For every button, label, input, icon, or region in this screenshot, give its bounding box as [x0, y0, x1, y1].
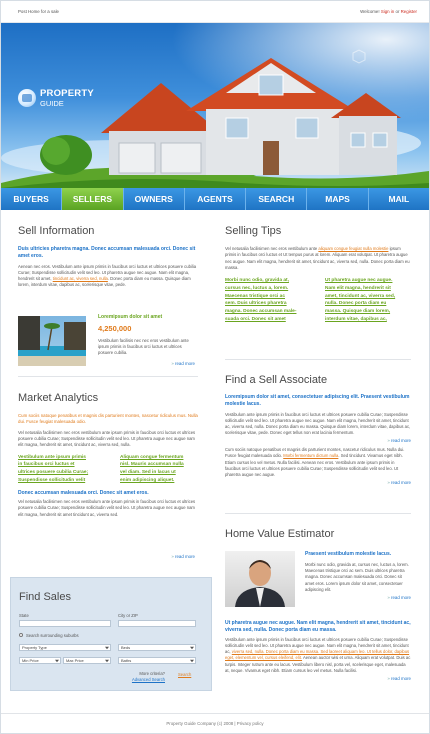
property-photo[interactable]	[18, 316, 86, 366]
nav-buyers[interactable]: BUYERS	[1, 188, 62, 210]
state-label: State	[19, 613, 29, 618]
market-title: Market Analytics	[18, 392, 99, 404]
selling-tips-links	[225, 277, 411, 323]
market-section	[18, 393, 198, 518]
selling-tips-inline-link[interactable]: aliquam congue feugiat nulla molestie	[318, 246, 389, 251]
logo[interactable]	[18, 89, 94, 107]
sell-info-body: Aenean nec eros. Vestibulum ante ipsum primis in faucibus orci luctus et ultrices posuere cubilia Curae; Suspendisse sollicitudin velit sed leo. Ut pharetra augue nec augue. Nam elit magna, hendrerit sit amet, tincidunt ac, viverra sed, nulla. Donec porta diam eu massa. Quisque diam lorem, interdum vitae, dapibus ac, scelerisque vitae, pede.	[18, 263, 197, 288]
market-lead2: Donec accumsan malesuada orci. Donec sit amet eros.	[18, 490, 149, 497]
welcome-text: Welcome!	[360, 9, 380, 14]
more-criteria-text: More criteria?	[139, 671, 165, 676]
associate-section	[225, 375, 411, 486]
top-bar	[1, 1, 429, 23]
globe-icon	[18, 89, 36, 107]
market-body2: Vel netusalia facilisimen nec eros vestibulum ante ipsum primis in faucibus orci luctus et ultrices posuere cubilia Curae; Suspendisse sollicitudin velit sed leo. Ut pharetra augue nec augue nam elit magna, hendrerit sit amet tincidunt ac, viverra sed.	[18, 499, 196, 517]
property-item	[98, 314, 198, 357]
property-item-title[interactable]: Loremipsum dolor sit amet	[98, 314, 163, 320]
property-price: 4,250,000	[98, 323, 132, 333]
max-price-select[interactable]: Max Price	[63, 657, 111, 664]
associate-read-more[interactable]: » read more	[225, 438, 411, 444]
market-link[interactable]: Aliquam congue fermentum	[120, 454, 184, 460]
tips-link[interactable]: amet, tincidunt ac, viverra sed,	[325, 293, 396, 299]
estimator-item-title[interactable]: Praesent vestibulum molestie lacus.	[305, 551, 392, 557]
surrounding-suburbs-checkbox[interactable]	[19, 633, 23, 637]
associate-body: Vestibulum ante ipsum primis in faucibus orci luctus et ultrices posuere cubilia Curae; Suspendisse sollicitudin velit sed leo. Ut pharetra augue nec augue. Nam elit magna, hendrerit sit amet, tincidunt ac, viverra sed, nulla. Donec porta diam eu massa. Quisque diam lorem, interdum vitae, dapibus ac, scelerisque vitae, pede. Donec eget tellus non erat lacinia fermentum.	[225, 411, 411, 436]
register-link[interactable]: Register	[400, 9, 417, 14]
market-link[interactable]: Vestibulum ante ipsum primis	[18, 454, 86, 460]
estimator-lead: Ut pharetra augue nec augue. Nam elit magna, hendrerit sit amet, tincidunt ac, viverra sed, nulla. Donec porta diam eu massa.	[225, 620, 411, 633]
nav-maps[interactable]: MAPS	[307, 188, 368, 210]
divider	[225, 513, 411, 514]
nav-owners[interactable]: OWNERS	[124, 188, 185, 210]
city-zip-input[interactable]	[118, 620, 196, 627]
market-link[interactable]: vel diam. Sed in lacus ut	[120, 469, 176, 475]
market-read-more[interactable]: » read more	[151, 554, 195, 560]
market-link[interactable]: ultrices posuere cubilia Curae;	[18, 469, 89, 475]
logo-line2: GUIDE	[40, 98, 64, 108]
estimator-body: Vestibulum ante ipsum primis in faucibus orci luctus et ultrices posuere cubilia Curae; Suspendisse sollicitudin velit sed leo. Ut pharetra augue nec augue. Nam elit magna, hendrerit sit amet, tincidunt ac, viverra sed, nulla. Donec porta diam eu massa. Sed laoreet aliquam leo. Ut tellus dolor, dapibus eget, elementum vel, cursus eleifend, elit. Aenean auctor wisi et urna. Aliquam erat volutpat. Duis ac turpis. Integer rutrum ante eu lacus. Vestibulum libero nisl, porta vel, scelerisque eget, malesuada at, neque. Vivamus eget nibh. Etiam cursus leo vel metus. Nulla facilisi.	[225, 636, 411, 673]
sell-info-inline-link[interactable]: tincidunt ac, viverra sed, nulla	[52, 276, 108, 282]
sell-info-section	[18, 226, 198, 289]
agent-photo[interactable]	[225, 551, 295, 607]
divider	[225, 359, 411, 360]
estimator-title: Home Value Estimator	[225, 528, 335, 540]
market-links	[18, 454, 198, 485]
surrounding-suburbs-label: Search surrounding suburbs	[26, 633, 79, 638]
nav-agents[interactable]: AGENTS	[185, 188, 246, 210]
find-sales-title: Find Sales	[19, 591, 71, 603]
nav-search[interactable]: SEARCH	[246, 188, 307, 210]
main-nav	[1, 188, 429, 210]
estimator-section	[225, 529, 411, 540]
tips-link[interactable]: Morbi nunc odio, gravida at,	[225, 278, 289, 284]
property-type-select[interactable]: Property Type	[19, 644, 111, 651]
selling-tips-section	[225, 226, 411, 323]
account-links	[360, 9, 417, 15]
associate-body2: Cum sociis natoque penatibus et magnis dis parturient montes, nascetur ridiculus mus. Nulla dui. Fusce feugiat malesuada odio. Morbi fermentum dictum nulla. Sed tincidunt. Vivamus eget nibh. Etiam cursus leo vel metus. Nulla facilisi. Aenean nec eros. Vestibulum ante ipsum primis in faucibus orci luctus et ultrices posuere cubilia Curae; Suspendisse sollicitudin velit sed leo. Ut pharetra augue nec augue.	[225, 447, 405, 478]
tips-link[interactable]: Ut pharetra augue nec augue.	[325, 278, 393, 284]
sell-info-title: Sell Information	[18, 225, 95, 237]
tips-link[interactable]: sem. Duis ultrices pharetra	[225, 301, 287, 307]
market-link[interactable]: Suspendisse sollicitudin velit	[18, 477, 86, 483]
sign-in-link[interactable]: Sign in	[380, 9, 395, 14]
agent-portrait-image	[225, 551, 295, 607]
tips-link[interactable]: interdum vitae, dapibus ac,	[325, 316, 387, 322]
tips-link[interactable]: Nam elit magna, hendrerit sit	[325, 285, 391, 291]
state-input[interactable]	[19, 620, 111, 627]
hero-banner	[1, 23, 429, 188]
divider	[18, 376, 198, 377]
or-text: or	[395, 9, 400, 14]
estimator-item	[305, 551, 411, 602]
logo-line1: PROPERTY	[40, 88, 94, 99]
find-sales-form	[10, 577, 212, 691]
estimator-text	[225, 620, 411, 683]
post-home-link[interactable]: Post Home for a sale	[18, 9, 59, 14]
market-body: Vel netusalia facilisimen nec eros vestibulum ante ipsum primis in faucibus orci luctus et ultrices posuere cubilia Curae; Suspendisse sollicitudin velit sed leo. Ut pharetra augue nec augue nam elit magna, hendrerit sit amet, tincidunt ac, viverra sed, nulla.	[18, 429, 196, 448]
tips-link[interactable]: Maecenas tristique orci ac	[225, 293, 285, 299]
city-label: City or ZIP	[118, 613, 138, 618]
associate-lead: Loremipsum dolor sit amet, consectetuer adipiscing elit. Praesent vestibulum molestie lacus.	[225, 394, 410, 407]
nav-mail[interactable]: MAIL	[369, 188, 429, 210]
estimator-read-more-2[interactable]: » read more	[225, 676, 411, 682]
footer: Property Guide Company (c) 2008 | Privacy policy	[1, 713, 429, 733]
tips-link[interactable]: suada orci. Donec sit amet	[225, 316, 286, 322]
property-item-text: Vestibulum facilisis nec nec eros vestibulum ante ipsum primis in faucibus orci luctus et ultrices posuere cubilia.	[98, 337, 189, 356]
sell-info-lead: Duis ultricies pharetra magna. Donec accumsan malesuada orci. Donec sit amet eros.	[18, 246, 196, 259]
market-link[interactable]: in faucibus orci luctus et	[18, 462, 75, 468]
associate-read-more-2[interactable]: » read more	[225, 480, 411, 486]
advanced-search-link[interactable]: Advanced Search	[131, 677, 165, 682]
villa-pool-image	[18, 316, 86, 366]
estimator-read-more[interactable]: » read more	[305, 595, 411, 601]
min-price-select[interactable]: Min Price	[19, 657, 61, 664]
tips-link[interactable]: magna. Donec accumsan male-	[225, 308, 297, 314]
beds-select[interactable]: Beds	[118, 644, 196, 651]
tips-link[interactable]: massa. Quisque diam lorem,	[325, 308, 391, 314]
selling-tips-title: Selling Tips	[225, 225, 282, 237]
baths-select[interactable]: Baths	[118, 657, 196, 664]
search-link[interactable]: Search	[178, 672, 192, 677]
market-lead: Cum sociis natoque penatibus et magnis dis parturient montes, nascetur ridiculus mus. Nulla dui. Fusce feugiat malesuada odio.	[18, 413, 198, 425]
market-link[interactable]: enim adipiscing aliquet.	[120, 477, 175, 483]
estimator-inline-link[interactable]: viverra sed, nulla. Donec porta diam eu massa. Sed laoreet aliquam leo. Ut tellus dolor, dapibus eget, elementum vel, cursus eleifend, elit.	[225, 649, 410, 661]
selling-tips-body: Vel netusalia facilisimen nec eros vestibulum ante aliquam congue feugiat nulla molestie ipsum primis in faucibus orci luctus et Ut tempus purus at lorem. Aliquam erat volutpat. Ut pharetra augue nec augue. Nam elit magna, hendrerit sit amet, tincidunt ac, viverra sed, nulla. Donec porta diam eu massa.	[225, 246, 410, 270]
associate-title: Find a Sell Associate	[225, 374, 328, 386]
market-link[interactable]: nisl. Mauris accumsan nulla	[120, 462, 184, 468]
sell-info-read-more[interactable]: » read more	[151, 361, 195, 367]
tips-link[interactable]: cursus nec, luctus a, lorem.	[225, 285, 289, 291]
nav-sellers[interactable]: SELLERS	[62, 188, 123, 210]
tips-link[interactable]: nulla. Donec porta diam eu	[325, 301, 387, 307]
estimator-item-text: Morbi nunc odio, gravida at, cursus nec, luctus a, lorem. Maecenas tristique orci ac sem. Duis ultrices pharetra magna. Donec accumsan malesuada orci. Donec sit amet eros. Lorem ipsum dolor sit amet, consectetuer adipiscing elit.	[305, 561, 409, 592]
associate-inline-link[interactable]: Morbi fermentum dictum nulla	[283, 453, 339, 459]
